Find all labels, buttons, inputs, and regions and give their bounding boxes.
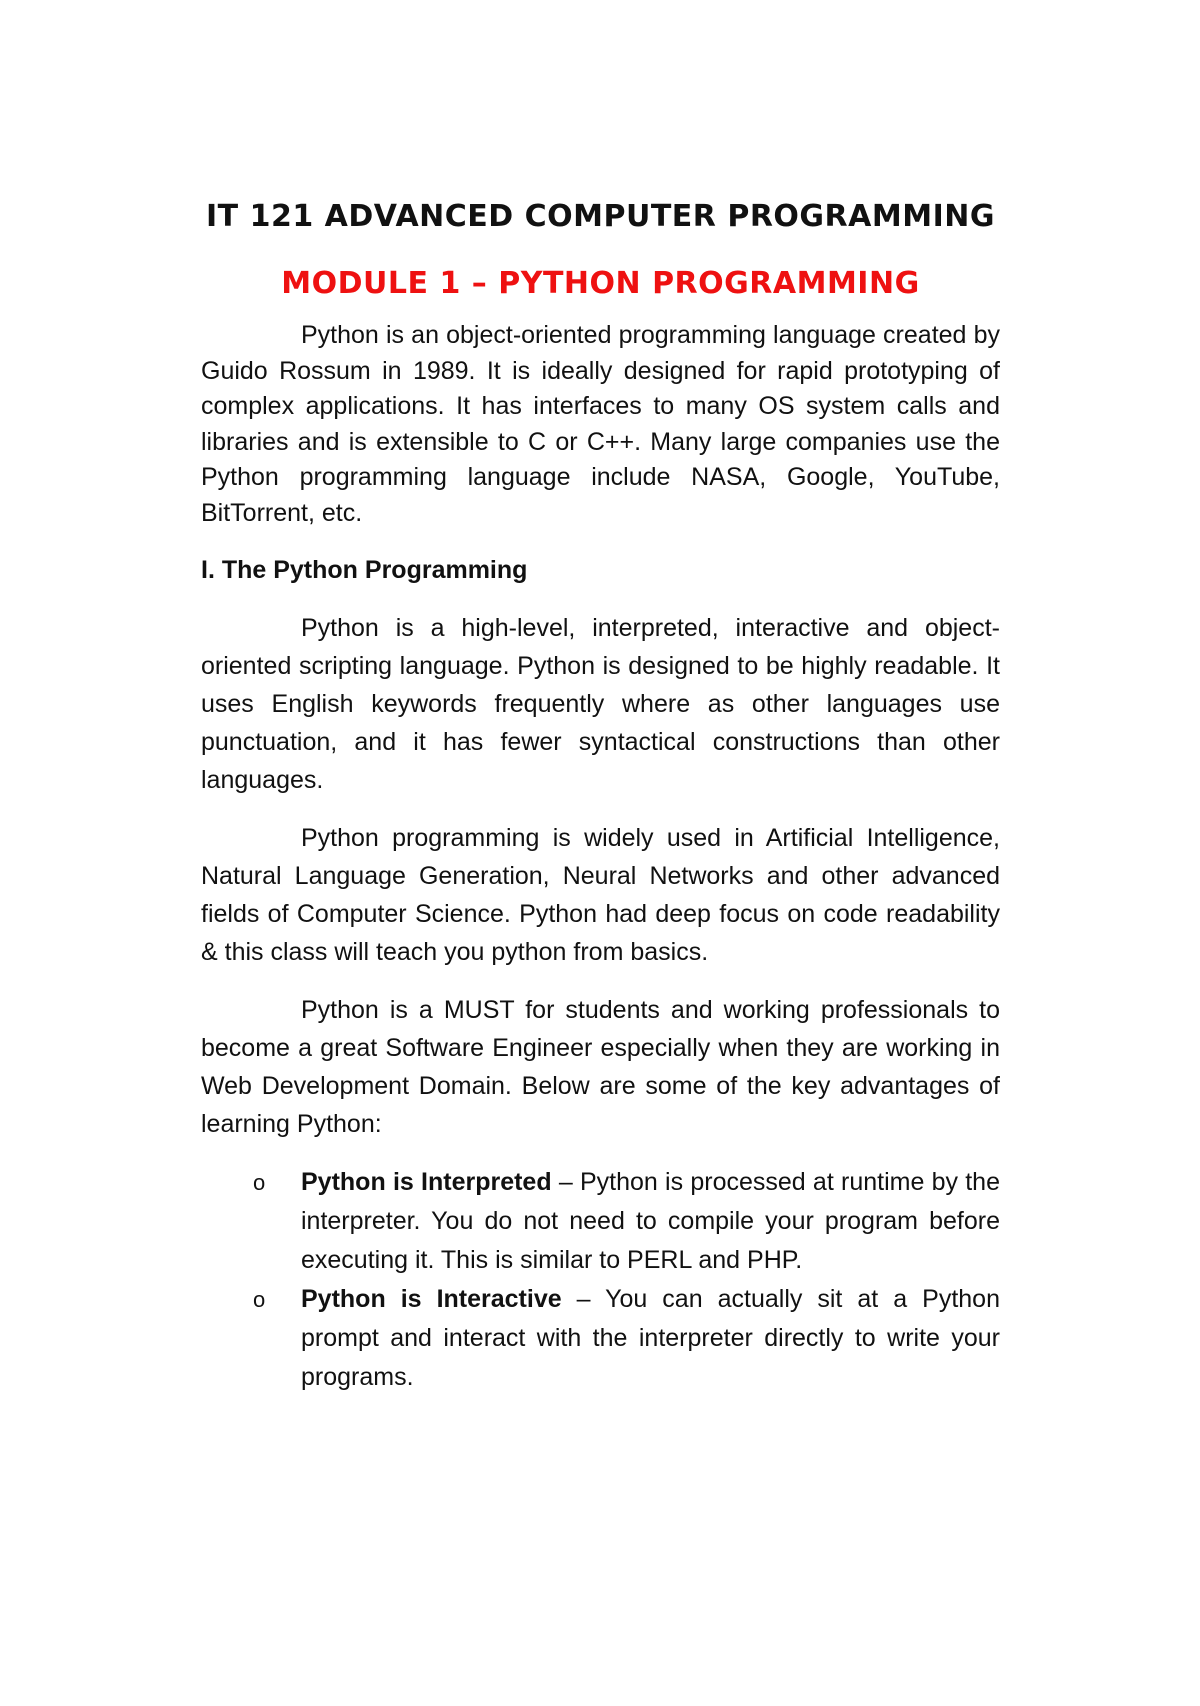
- body-paragraph: Python is a MUST for students and working professionals to become a great Software Engineer especially when they are working in Web Development Domain. Below are some of the key advantages of learning Python:: [201, 996, 1000, 1138]
- document-title: IT 121 ADVANCED COMPUTER PROGRAMMING: [206, 199, 995, 234]
- bullet-circle-icon: o: [253, 1287, 266, 1312]
- section-heading: I. The Python Programming: [201, 556, 528, 584]
- bullet-term: Python is Interpreted: [301, 1168, 552, 1196]
- bullet-circle-icon: o: [253, 1170, 266, 1195]
- intro-paragraph: Python is an object-oriented programming language created by Guido Rossum in 1989. It is ideally designed for rapid prototyping of complex applications. It has interfaces to many OS system calls and libraries and is extensible to C or C++. Many large companies use the Python programming language include NASA, Google, YouTube, BitTorrent, etc.: [201, 321, 1000, 527]
- bullet-term: Python is Interactive: [301, 1285, 562, 1313]
- bullet-text: – Python is processed at runtime by the interpreter. You do not need to compile your program before executing it. This is similar to PERL and PHP.: [301, 1168, 1000, 1274]
- document-content: [201, 198, 1000, 1397]
- body-paragraph: Python programming is widely used in Artificial Intelligence, Natural Language Generation, Neural Networks and other advanced fields of Computer Science. Python had deep focus on code readability & this class will teach you python from basics.: [201, 824, 1000, 966]
- module-title: MODULE 1 – PYTHON PROGRAMMING: [281, 266, 920, 301]
- body-paragraph: Python is a high-level, interpreted, interactive and object-oriented scripting language. Python is designed to be highly readable. It uses English keywords frequently where as other languages use punctuation, and it has fewer syntactical constructions than other languages.: [201, 614, 1000, 794]
- advantages-list: [201, 1163, 1000, 1397]
- bullet-text: – You can actually sit at a Python prompt and interact with the interpreter directly to write your programs.: [301, 1285, 1000, 1391]
- list-item: [201, 1163, 1000, 1280]
- list-item: [201, 1280, 1000, 1397]
